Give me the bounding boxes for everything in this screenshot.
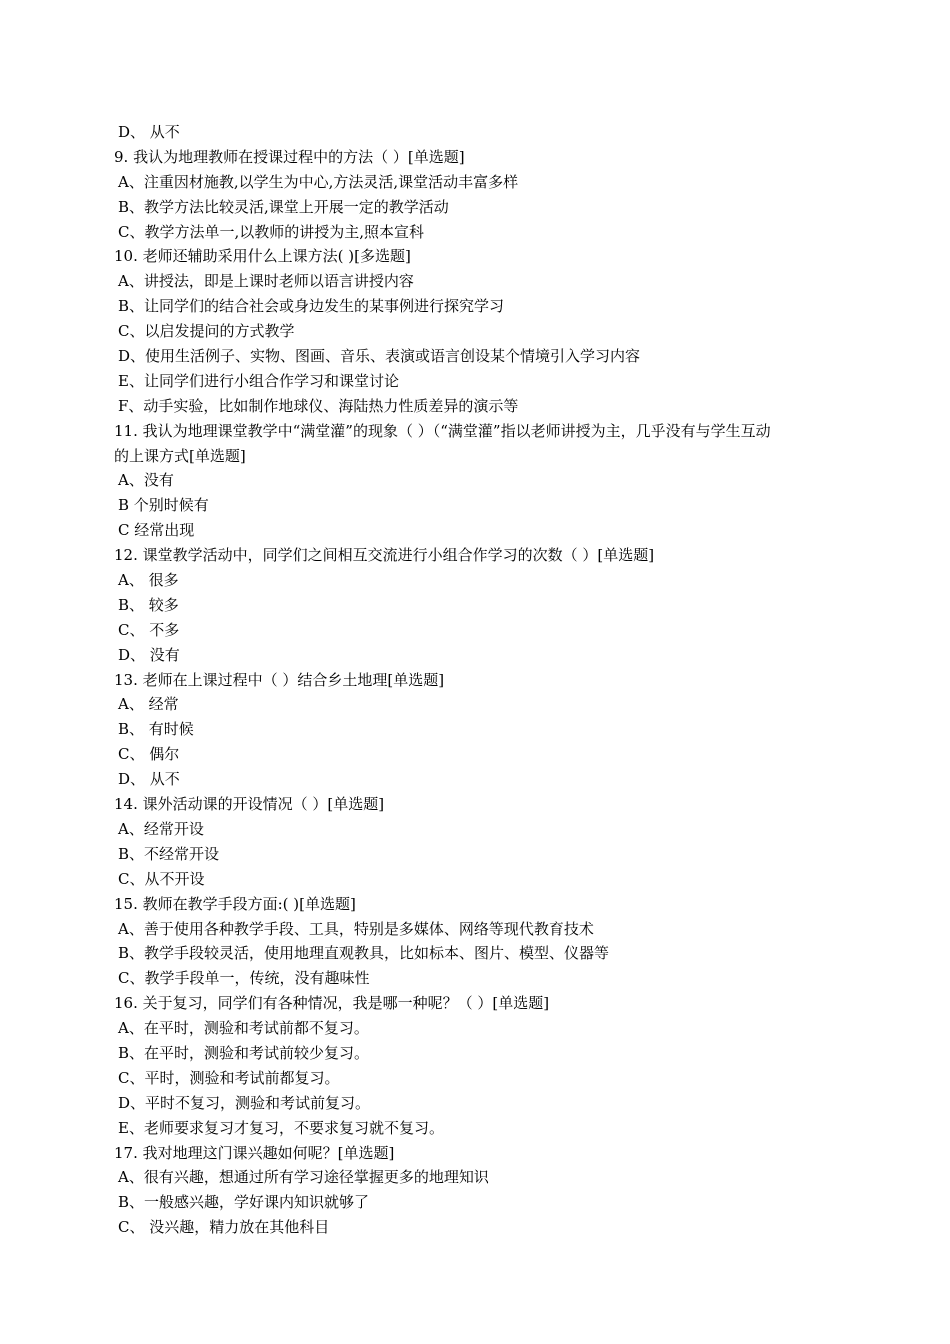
answer-option: A、善于使用各种教学手段、工具，特别是多媒体、网络等现代教育技术 <box>118 919 594 938</box>
answer-option: C、教学方法单一,以教师的讲授为主,照本宣科 <box>118 222 425 241</box>
question-text: 11. 我认为地理课堂教学中“满堂灌”的现象（ ）（“满堂灌”指以老师讲授为主，几乎没有与学生互动 <box>114 421 771 440</box>
answer-option: B 个别时候有 <box>118 496 209 515</box>
question-text: 10. 老师还辅助采用什么上课方法( )[多选题] <box>114 247 411 266</box>
answer-option: B、在平时，测验和考试前较少复习。 <box>118 1043 370 1062</box>
answer-option: C、平时，测验和考试前都复习。 <box>118 1068 340 1087</box>
answer-option: B、 较多 <box>118 595 179 614</box>
answer-option: C、 没兴趣，精力放在其他科目 <box>118 1218 330 1237</box>
answer-option: A、注重因材施教,以学生为中心,方法灵活,课堂活动丰富多样 <box>118 172 519 191</box>
answer-option: C、从不开设 <box>118 869 205 888</box>
answer-option: C、教学手段单一，传统，没有趣味性 <box>118 969 370 988</box>
answer-option: D、使用生活例子、实物、图画、音乐、表演或语言创设某个情境引入学习内容 <box>118 347 641 366</box>
answer-option: B、让同学们的结合社会或身边发生的某事例进行探究学习 <box>118 297 505 316</box>
answer-option: B、教学方法比较灵活,课堂上开展一定的教学活动 <box>118 197 449 216</box>
answer-option: E、老师要求复习才复习，不要求复习就不复习。 <box>118 1118 444 1137</box>
answer-option: D、平时不复习，测验和考试前复习。 <box>118 1093 371 1112</box>
answer-option: A、没有 <box>118 471 174 490</box>
question-text: 15. 教师在教学手段方面:( )[单选题] <box>114 894 356 913</box>
document-page <box>114 120 874 1240</box>
question-text: 13. 老师在上课过程中（ ）结合乡土地理[单选题] <box>114 670 445 689</box>
answer-option: F、动手实验，比如制作地球仪、海陆热力性质差异的演示等 <box>118 396 519 415</box>
answer-option: A、讲授法，即是上课时老师以语言讲授内容 <box>118 272 414 291</box>
answer-option: D、 没有 <box>118 645 180 664</box>
answer-option: A、经常开设 <box>118 819 204 838</box>
answer-option: B、 有时候 <box>118 720 194 739</box>
answer-option: A、在平时，测验和考试前都不复习。 <box>118 1019 369 1038</box>
answer-option: A、 经常 <box>118 695 179 714</box>
question-text: 12. 课堂教学活动中，同学们之间相互交流进行小组合作学习的次数（ ）[单选题] <box>114 546 655 565</box>
answer-option: A、 很多 <box>118 571 179 590</box>
answer-option: D、 从不 <box>118 770 180 789</box>
question-text: 16. 关于复习，同学们有各种情况，我是哪一种呢？（ ）[单选题] <box>114 994 550 1013</box>
question-text: 9. 我认为地理教师在授课过程中的方法（ ）[单选题] <box>114 147 465 166</box>
answer-option: C、以启发提问的方式教学 <box>118 322 295 341</box>
question-text: 14. 课外活动课的开设情况（ ）[单选题] <box>114 795 385 814</box>
answer-option: D、 从不 <box>118 123 180 141</box>
answer-option: C、 不多 <box>118 620 180 639</box>
answer-option: C、 偶尔 <box>118 745 180 764</box>
answer-option: A、很有兴趣，想通过所有学习途径掌握更多的地理知识 <box>118 1168 489 1187</box>
answer-option: B、不经常开设 <box>118 844 220 863</box>
answer-option: B、教学手段较灵活，使用地理直观教具，比如标本、图片、模型、仪器等 <box>118 944 610 963</box>
answer-option: B、一般感兴趣，学好课内知识就够了 <box>118 1193 370 1212</box>
question-text: 17. 我对地理这门课兴趣如何呢？[单选题] <box>114 1143 395 1162</box>
answer-option: C 经常出现 <box>118 521 195 540</box>
answer-option: E、让同学们进行小组合作学习和课堂讨论 <box>118 371 399 390</box>
question-text: 的上课方式[单选题] <box>114 446 246 465</box>
